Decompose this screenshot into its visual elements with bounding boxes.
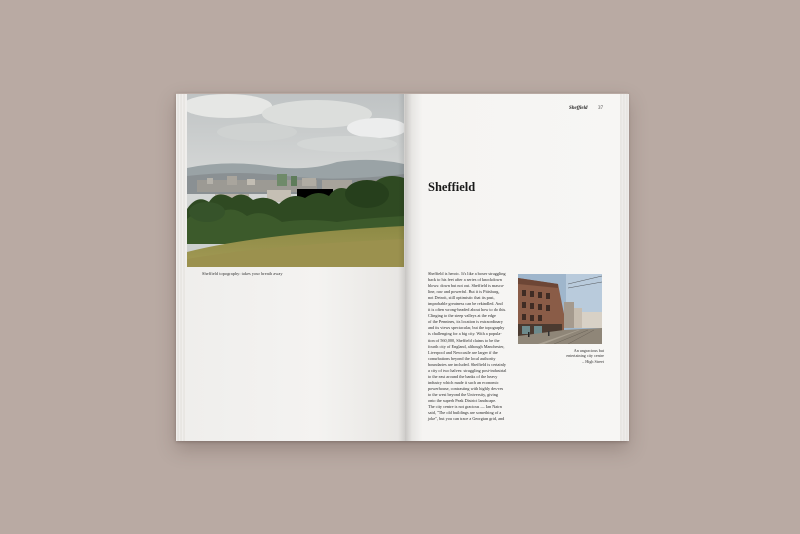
page-number: 37: [598, 106, 603, 111]
chapter-title: Sheffield: [428, 180, 476, 194]
running-head: Sheffield: [569, 106, 588, 111]
page-edges-right: [620, 94, 629, 441]
book-gutter-shadow: [398, 94, 412, 441]
street-photo: [518, 274, 602, 344]
street-photo-caption: An ungracious but entertaining city centre – High Street: [566, 348, 604, 364]
landscape-photo: [187, 94, 404, 267]
left-photo-caption: Sheffield topography: takes your breath away: [202, 271, 283, 276]
body-text: Sheffield is heroic. It's like a boxer struggling back to his feet after a series of knockdown blows: down but not out. Sheffield is mascu- line, raw and powerful. But it is Pittsburg, not Detroit, still optimistic that its past, improbable greatness can be rekindled. And it is often wrong-headed about how to do this. Clinging to the steep valleys at the edge of the Pennines, its location is extraordinary and its views spectacular, but the topography is challenging for a big city. With a popula- tion of 560,000, Sheffield claims to be the fourth city of England, although Manchester, Liverpool and Newcastle are larger if the conurbations beyond the local authority boundaries are included. Sheffield is certainly a city of two halves: struggling post-industrial to the east around the banks of the heavy industry which made it such an economic powerhouse, contrasting with highly des-res to the west beyond the University, giving onto the superb Peak District landscape. The city centre is not gracious — Ian Nairn said, "The old buildings are something of a joke", but you can trace a Georgian grid, and: [428, 271, 507, 422]
